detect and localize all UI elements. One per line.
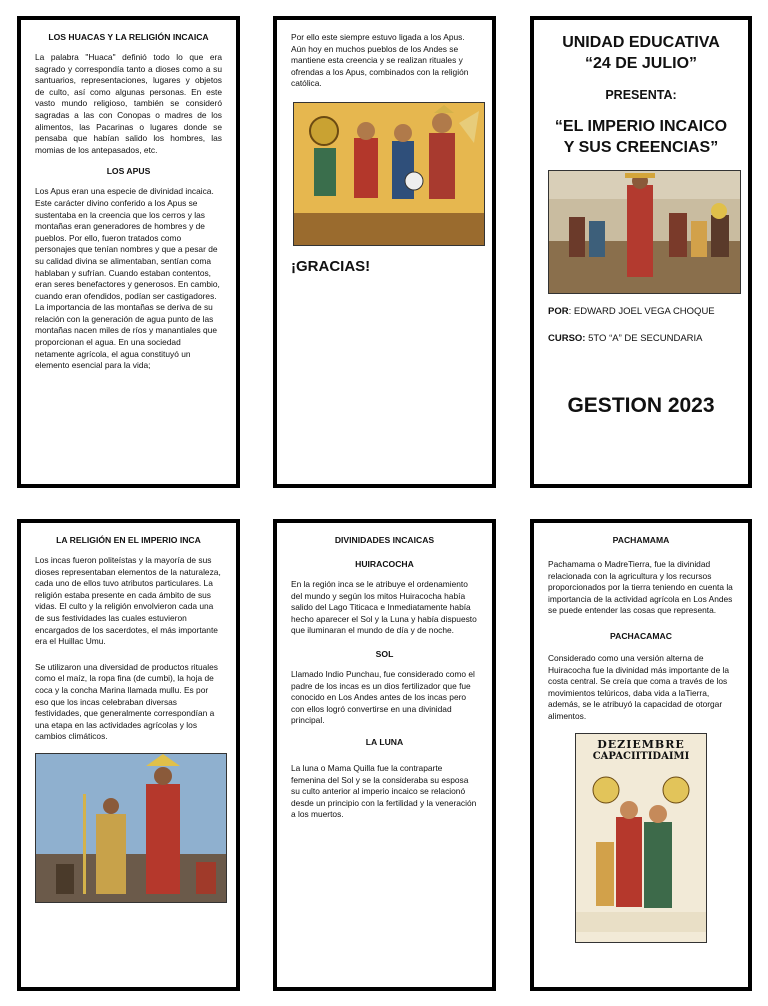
heading-luna: LA LUNA — [365, 736, 404, 747]
panel-religion — [17, 519, 240, 991]
heading-sol: SOL — [375, 648, 394, 659]
course-line — [548, 333, 734, 344]
school-name-line1: UNIDAD EDUCATIVA — [562, 34, 720, 51]
paragraph-pachacamac: Considerado como una versión alterna de Huiracocha fue la divinidad más importante de la costa central. Se creía que coma a través de los movimientos telúricos, daba vida a laTierra, además, se le atribuyó la capacidad de otorgar alimentos. — [548, 652, 730, 721]
heading-divinidades: DIVINIDADES INCAICAS — [334, 535, 435, 545]
heading-religion: LA RELIGIÓN EN EL IMPERIO INCA — [56, 535, 201, 545]
guaman-poma-illustration — [576, 762, 706, 932]
drawing-title-line1: DEZIEMBRE — [597, 737, 685, 751]
paragraph-pachamama: Pachamama o MadreTierra, fue la divinidad relacionada con la agricultura y los recursos proporcionados por la tierra teniendo en cuenta la importancia de la actividad agrícola en Los Andes se puede entender las cosas que representa. — [548, 559, 733, 616]
gestion-year: GESTION 2023 — [567, 394, 715, 417]
paragraph-religion-2: Se utilizaron una diversidad de productos rituales como el maíz, la ropa fina (de cumbi), la hoja de coca y la concha Marina llamada mullu. Es por eso que los incas celebraban diversas festividades, que generalmente correspondían a una etapa en las actividades agrícolas y los cambios climáticos. — [35, 661, 218, 742]
paragraph-religion-1: Los incas fueron politeístas y la mayoría de sus dioses representaban elementos de la naturaleza, cada uno de ellos tuvo atributos particulares. La religión estaba presente en cada ámbito de sus vidas. El culto y la religión envolvieron cada una de sus festividades las cuales estuvieron encargados de los sacerdotes, el más importante era el Huillac Umu. — [35, 555, 221, 647]
author-label: POR — [548, 306, 569, 317]
panel-apus-continued — [273, 16, 496, 488]
panel-huacas — [17, 16, 240, 488]
heading-huacas: LOS HUACAS Y LA RELIGIÓN INCAICA — [48, 32, 209, 42]
heading-pachacamac: PACHACAMAC — [610, 630, 672, 641]
author-value: : EDWARD JOEL VEGA CHOQUE — [568, 306, 715, 317]
inca-procession-illustration — [294, 103, 484, 245]
inti-raymi-photo-illustration — [36, 754, 226, 902]
heading-huiracocha: HUIRACOCHA — [355, 559, 414, 569]
inti-raymi-image — [35, 753, 227, 903]
presenta-label: PRESENTA: — [605, 88, 677, 102]
school-name-line2: “24 DE JULIO” — [584, 55, 698, 72]
paragraph-apus: Los Apus eran una especie de divinidad incaica. Este carácter divino conferido a los Apus se sustentaba en la creencia que los cerros y las montañas eran generadores de hombres y de pueblos. Por ello, fueron tratados como personajes que tenían nombres y que a pesar de su calidad divina se alimentaban, sentían coma hablaban y sufrían. Cuando estaban contentos, eran seres benefactores y generosos. En cambio, cuando eran ofendidos, podían ser castigadores. La importancia de las montañas se deriva de su relación con la generación de agua punto de las montañas nacen miles de ríos y manantiales que proporcionan el agua. En una sociedad netamente agrícola, el agua constituyó un elemento esencial para la vida; — [35, 186, 220, 371]
inca-court-image — [548, 170, 741, 294]
title-line1: “EL IMPERIO INCAICO — [554, 118, 728, 135]
author-line — [548, 306, 734, 317]
paragraph-luna: La luna o Mama Quilla fue la contraparte femenina del Sol y se la consideraba su esposa su culto anterior al imperio incaico se relacionó desde un principio con la fertilidad y la veneración a los muertos. — [291, 762, 477, 820]
paragraph-sol: Llamado Indio Punchau, fue considerado como el padre de los incas es un dios fertilizador que fue conocido en Los Andes antes de los incas pero con ellos logró convertirse en una divinidad principal. — [291, 668, 475, 726]
paragraph-apus-continued: Por ello este siempre estuvo ligada a los Apus. Aún hoy en muchos pueblos de los Andes se mantiene esta creencia y se realizan rituales y ofrendas a los Apus, combinados con la religión católica. — [291, 32, 469, 89]
inca-procession-image — [293, 102, 485, 246]
heading-apus: LOS APUS — [106, 166, 151, 177]
panel-divinidades — [273, 519, 496, 991]
title-line2: Y SUS CREENCIAS” — [563, 139, 719, 156]
course-value: 5TO “A” DE SECUNDARIA — [585, 333, 703, 344]
paragraph-huacas: La palabra "Huaca" definió todo lo que era sagrado y correspondía tanto a dioses como a su santuarios, representaciones, lugares y objetos de culto, así como algunas personas. En este vasto mundo religioso, también se consideró sagradas a las con Conopas o madres de los alimentos, las Pacarinas o lugares donde se pensaba que habían salido los hombres, las momias de los antepasados, etc. — [35, 52, 222, 155]
thanks-text: ¡GRACIAS! — [291, 257, 371, 275]
inca-court-illustration — [549, 171, 740, 293]
panel-cover — [530, 16, 752, 488]
heading-pachamama: PACHAMAMA — [612, 535, 670, 545]
guaman-poma-drawing — [575, 733, 707, 943]
paragraph-huiracocha: En la región inca se le atribuye el ordenamiento del mundo y según los mitos Huiracocha había salido del Lago Titicaca e Inmediatamente había hecho aparecer el Sol y la Luna y había dispuesto que iluminaran el mundo de día y de noche. — [291, 579, 477, 636]
panel-pachamama — [530, 519, 752, 991]
course-label: CURSO: — [548, 333, 586, 344]
drawing-title-line2: CAPACIITIDAIMI — [592, 750, 690, 762]
